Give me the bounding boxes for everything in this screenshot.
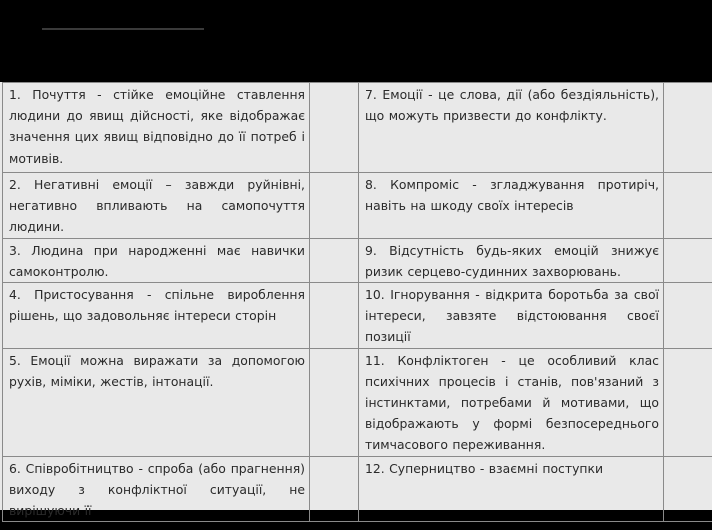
answer-cell <box>310 83 359 173</box>
statement-cell: 2. Негативні емоції – завжди руйнівні, негативно впливають на самопочуття людини. <box>3 173 310 239</box>
answer-cell <box>310 283 359 349</box>
statement-cell: 4. Пристосування - спільне вироблення рішень, що задовольняє інтереси сторін <box>3 283 310 349</box>
statements-table <box>2 82 712 522</box>
statement-cell: 11. Конфліктоген - це особливий клас психічних процесів і станів, пов'язаний з інстинктами, потребами й мотивами, що відображають у формі безпосереднього тимчасового переживання. <box>359 348 664 456</box>
answer-cell <box>664 83 712 173</box>
statement-cell: 12. Суперництво - взаємні поступки <box>359 456 664 522</box>
statement-cell: 1. Почуття - стійке емоційне ставлення людини до явищ дійсності, яке відображає значення цих явищ відповідно до її потреб і мотивів. <box>3 83 310 173</box>
answer-cell <box>310 456 359 522</box>
answer-cell <box>664 238 712 282</box>
table-row <box>3 83 712 173</box>
table-row <box>3 456 712 522</box>
answer-cell <box>310 173 359 239</box>
answer-cell <box>664 283 712 349</box>
table-row <box>3 173 712 239</box>
statement-cell: 7. Емоції - це слова, дії (або бездіяльність), що можуть призвести до конфлікту. <box>359 83 664 173</box>
statement-cell: 8. Компроміс - згладжування протиріч, навіть на шкоду своїх інтересів <box>359 173 664 239</box>
statement-cell: 5. Емоції можна виражати за допомогою рухів, міміки, жестів, інтонації. <box>3 348 310 456</box>
table-row <box>3 283 712 349</box>
statement-cell: 9. Відсутність будь-яких емоцій знижує ризик серцево-судинних захворювань. <box>359 238 664 282</box>
statement-cell: 6. Співробітництво - спроба (або прагнення) виходу з конфліктної ситуації, не вирішуючи її <box>3 456 310 522</box>
answer-cell <box>310 238 359 282</box>
answer-cell <box>664 348 712 456</box>
answer-cell <box>664 456 712 522</box>
table-row <box>3 348 712 456</box>
table-row <box>3 238 712 282</box>
top-divider-line <box>42 28 204 30</box>
answer-cell <box>310 348 359 456</box>
statement-cell: 10. Ігнорування - відкрита боротьба за свої інтереси, завзяте відстоювання своєї позиції <box>359 283 664 349</box>
answer-cell <box>664 173 712 239</box>
statement-cell: 3. Людина при народженні має навички самоконтролю. <box>3 238 310 282</box>
